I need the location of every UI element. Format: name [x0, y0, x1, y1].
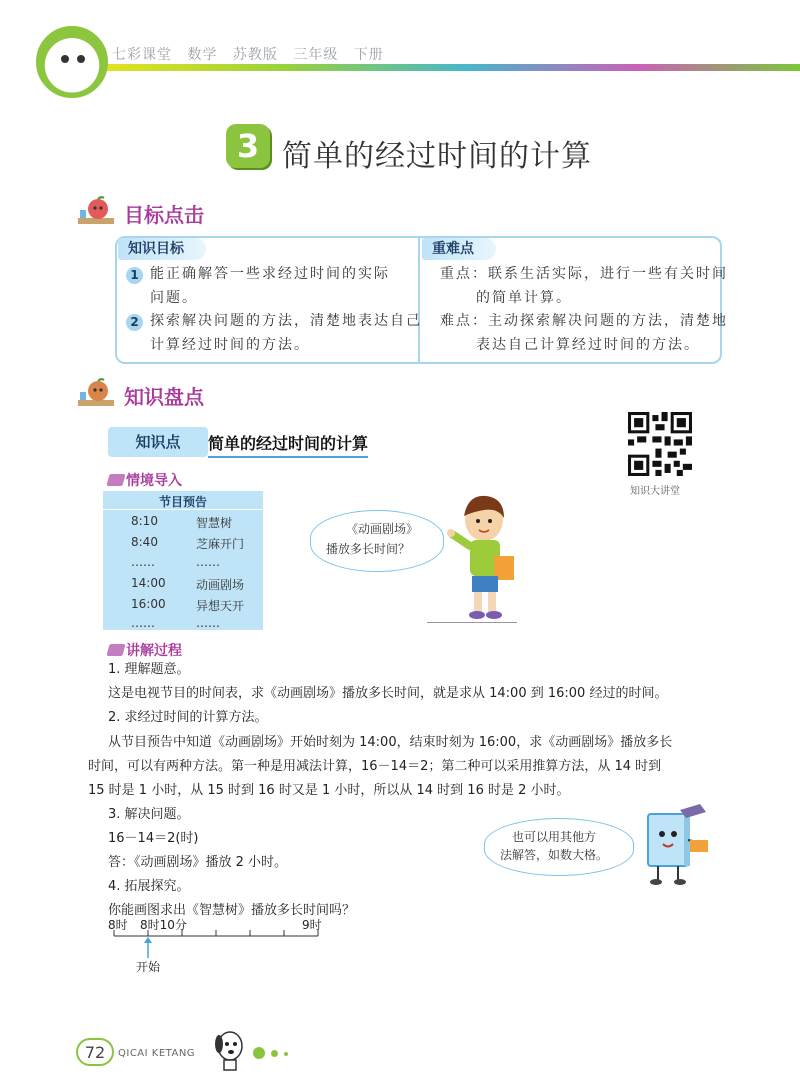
- schedule-time: 8:10: [131, 514, 158, 528]
- body-line: 你能画图求出《智慧树》播放多长时间吗？: [108, 903, 356, 918]
- schedule-time: 8:40: [131, 535, 158, 549]
- schedule-time: ……: [131, 555, 155, 569]
- mascot-logo-icon: [36, 26, 108, 98]
- body-line: 2. 求经过时间的计算方法。: [108, 710, 268, 725]
- footer-brand: QICAI KETANG: [118, 1048, 196, 1059]
- dog-mascot-icon: [212, 1024, 248, 1074]
- schedule-time: ……: [131, 616, 155, 630]
- timeline-mark-label: 8时10分: [140, 918, 187, 932]
- goals-divider: [418, 238, 420, 362]
- goal-number-badge: 2: [126, 314, 143, 331]
- schedule-divider: [103, 509, 263, 510]
- bubble-line: 法解答，如数大格。: [500, 848, 609, 862]
- goal-item-line: 能正确解答一些求经过时间的实际: [150, 266, 390, 282]
- bubble-line: 《动画剧场》: [346, 522, 419, 536]
- knowledge-point-tag: 知识点: [108, 427, 208, 457]
- footer-dot: [284, 1052, 288, 1056]
- goal-item-line: 探索解决问题的方法，清楚地表达自己: [150, 313, 422, 329]
- schedule-show: ……: [196, 616, 220, 630]
- goal-number-badge: 1: [126, 267, 143, 284]
- body-line: 答：《动画剧场》播放 2 小时。: [108, 855, 288, 870]
- goal-item-line: 问题。: [150, 290, 198, 306]
- timeline-start-label: 8时: [108, 918, 128, 932]
- schedule-time: 16:00: [131, 597, 166, 611]
- knowledge-point-title: 简单的经过时间的计算: [208, 431, 368, 458]
- body-line: 16－14＝2(时): [108, 831, 199, 846]
- body-line: 3. 解决问题。: [108, 807, 190, 822]
- pencil-tag-icon: [106, 474, 125, 486]
- ground-line: [427, 622, 517, 623]
- schedule-show: 异想天开: [196, 599, 245, 613]
- header-item: 三年级: [293, 47, 339, 63]
- body-line: 1. 理解题意。: [108, 662, 190, 677]
- schedule-title: 节目预告: [158, 495, 207, 509]
- lesson-number: 3: [226, 124, 270, 168]
- footer-dot: [253, 1047, 265, 1059]
- book-character-icon: [634, 800, 714, 890]
- body-line: 这是电视节目的时间表，求《动画剧场》播放多长时间，就是求从 14:00 到 16:00 经过的时间。: [108, 686, 668, 701]
- schedule-show: 智慧树: [196, 516, 233, 530]
- header-item: 下册: [353, 47, 384, 63]
- schedule-show: 动画剧场: [196, 578, 245, 592]
- qr-code-icon[interactable]: [628, 412, 692, 476]
- header-breadcrumb: [112, 44, 394, 64]
- header-item: 苏教版: [232, 47, 278, 63]
- boy-illustration-icon: [446, 494, 526, 624]
- body-line: 15 时是 1 小时，从 15 时到 16 时又是 1 小时，所以从 14 时到 16 时是 2 小时。: [88, 783, 570, 798]
- section-title-review: 知识盘点: [124, 385, 204, 409]
- intro-heading: 情境导入: [126, 473, 182, 489]
- body-line: 4. 拓展探究。: [108, 879, 190, 894]
- apple-book-icon: [76, 378, 116, 408]
- difficulty-line: 的简单计算。: [476, 290, 572, 306]
- header-item: 七彩课堂: [112, 47, 172, 63]
- header-color-bar: [60, 64, 800, 71]
- timeline-arrow-label: 开始: [136, 960, 161, 974]
- difficulty-line: 重点：联系生活实际，进行一些有关时间: [440, 266, 728, 282]
- page-number: 72: [76, 1038, 114, 1066]
- apple-book-icon: [76, 196, 116, 226]
- goal-item-line: 计算经过时间的方法。: [150, 337, 310, 353]
- body-line: 从节目预告中知道《动画剧场》开始时刻为 14:00，结束时刻为 16:00，求《动画剧场》播放多长: [108, 735, 673, 750]
- timeline-end-label: 9时: [302, 918, 322, 932]
- timeline-graphic: [112, 930, 322, 960]
- header-item: 数学: [187, 47, 218, 63]
- process-heading: 讲解过程: [126, 643, 182, 659]
- schedule-time: 14:00: [131, 576, 166, 590]
- difficulty-line: 表达自己计算经过时间的方法。: [476, 337, 700, 353]
- pencil-tag-icon: [106, 644, 125, 656]
- schedule-show: ……: [196, 555, 220, 569]
- lesson-title: 简单的经过时间的计算: [282, 139, 592, 174]
- section-title-goals: 目标点击: [124, 203, 204, 227]
- footer-dot: [271, 1050, 278, 1057]
- body-line: 时间，可以有两种方法。第一种是用减法计算，16－14＝2；第二种可以采用推算方法，从 14 时到: [88, 759, 662, 774]
- difficulty-tag: 重难点: [422, 238, 496, 260]
- schedule-show: 芝麻开门: [196, 537, 245, 551]
- difficulty-line: 难点：主动探索解决问题的方法，清楚地: [440, 313, 728, 329]
- bubble-line: 也可以用其他方: [512, 830, 597, 844]
- qr-caption: 知识大讲堂: [630, 486, 680, 497]
- bubble-line: 播放多长时间？: [326, 542, 411, 556]
- knowledge-goal-tag: 知识目标: [118, 238, 206, 260]
